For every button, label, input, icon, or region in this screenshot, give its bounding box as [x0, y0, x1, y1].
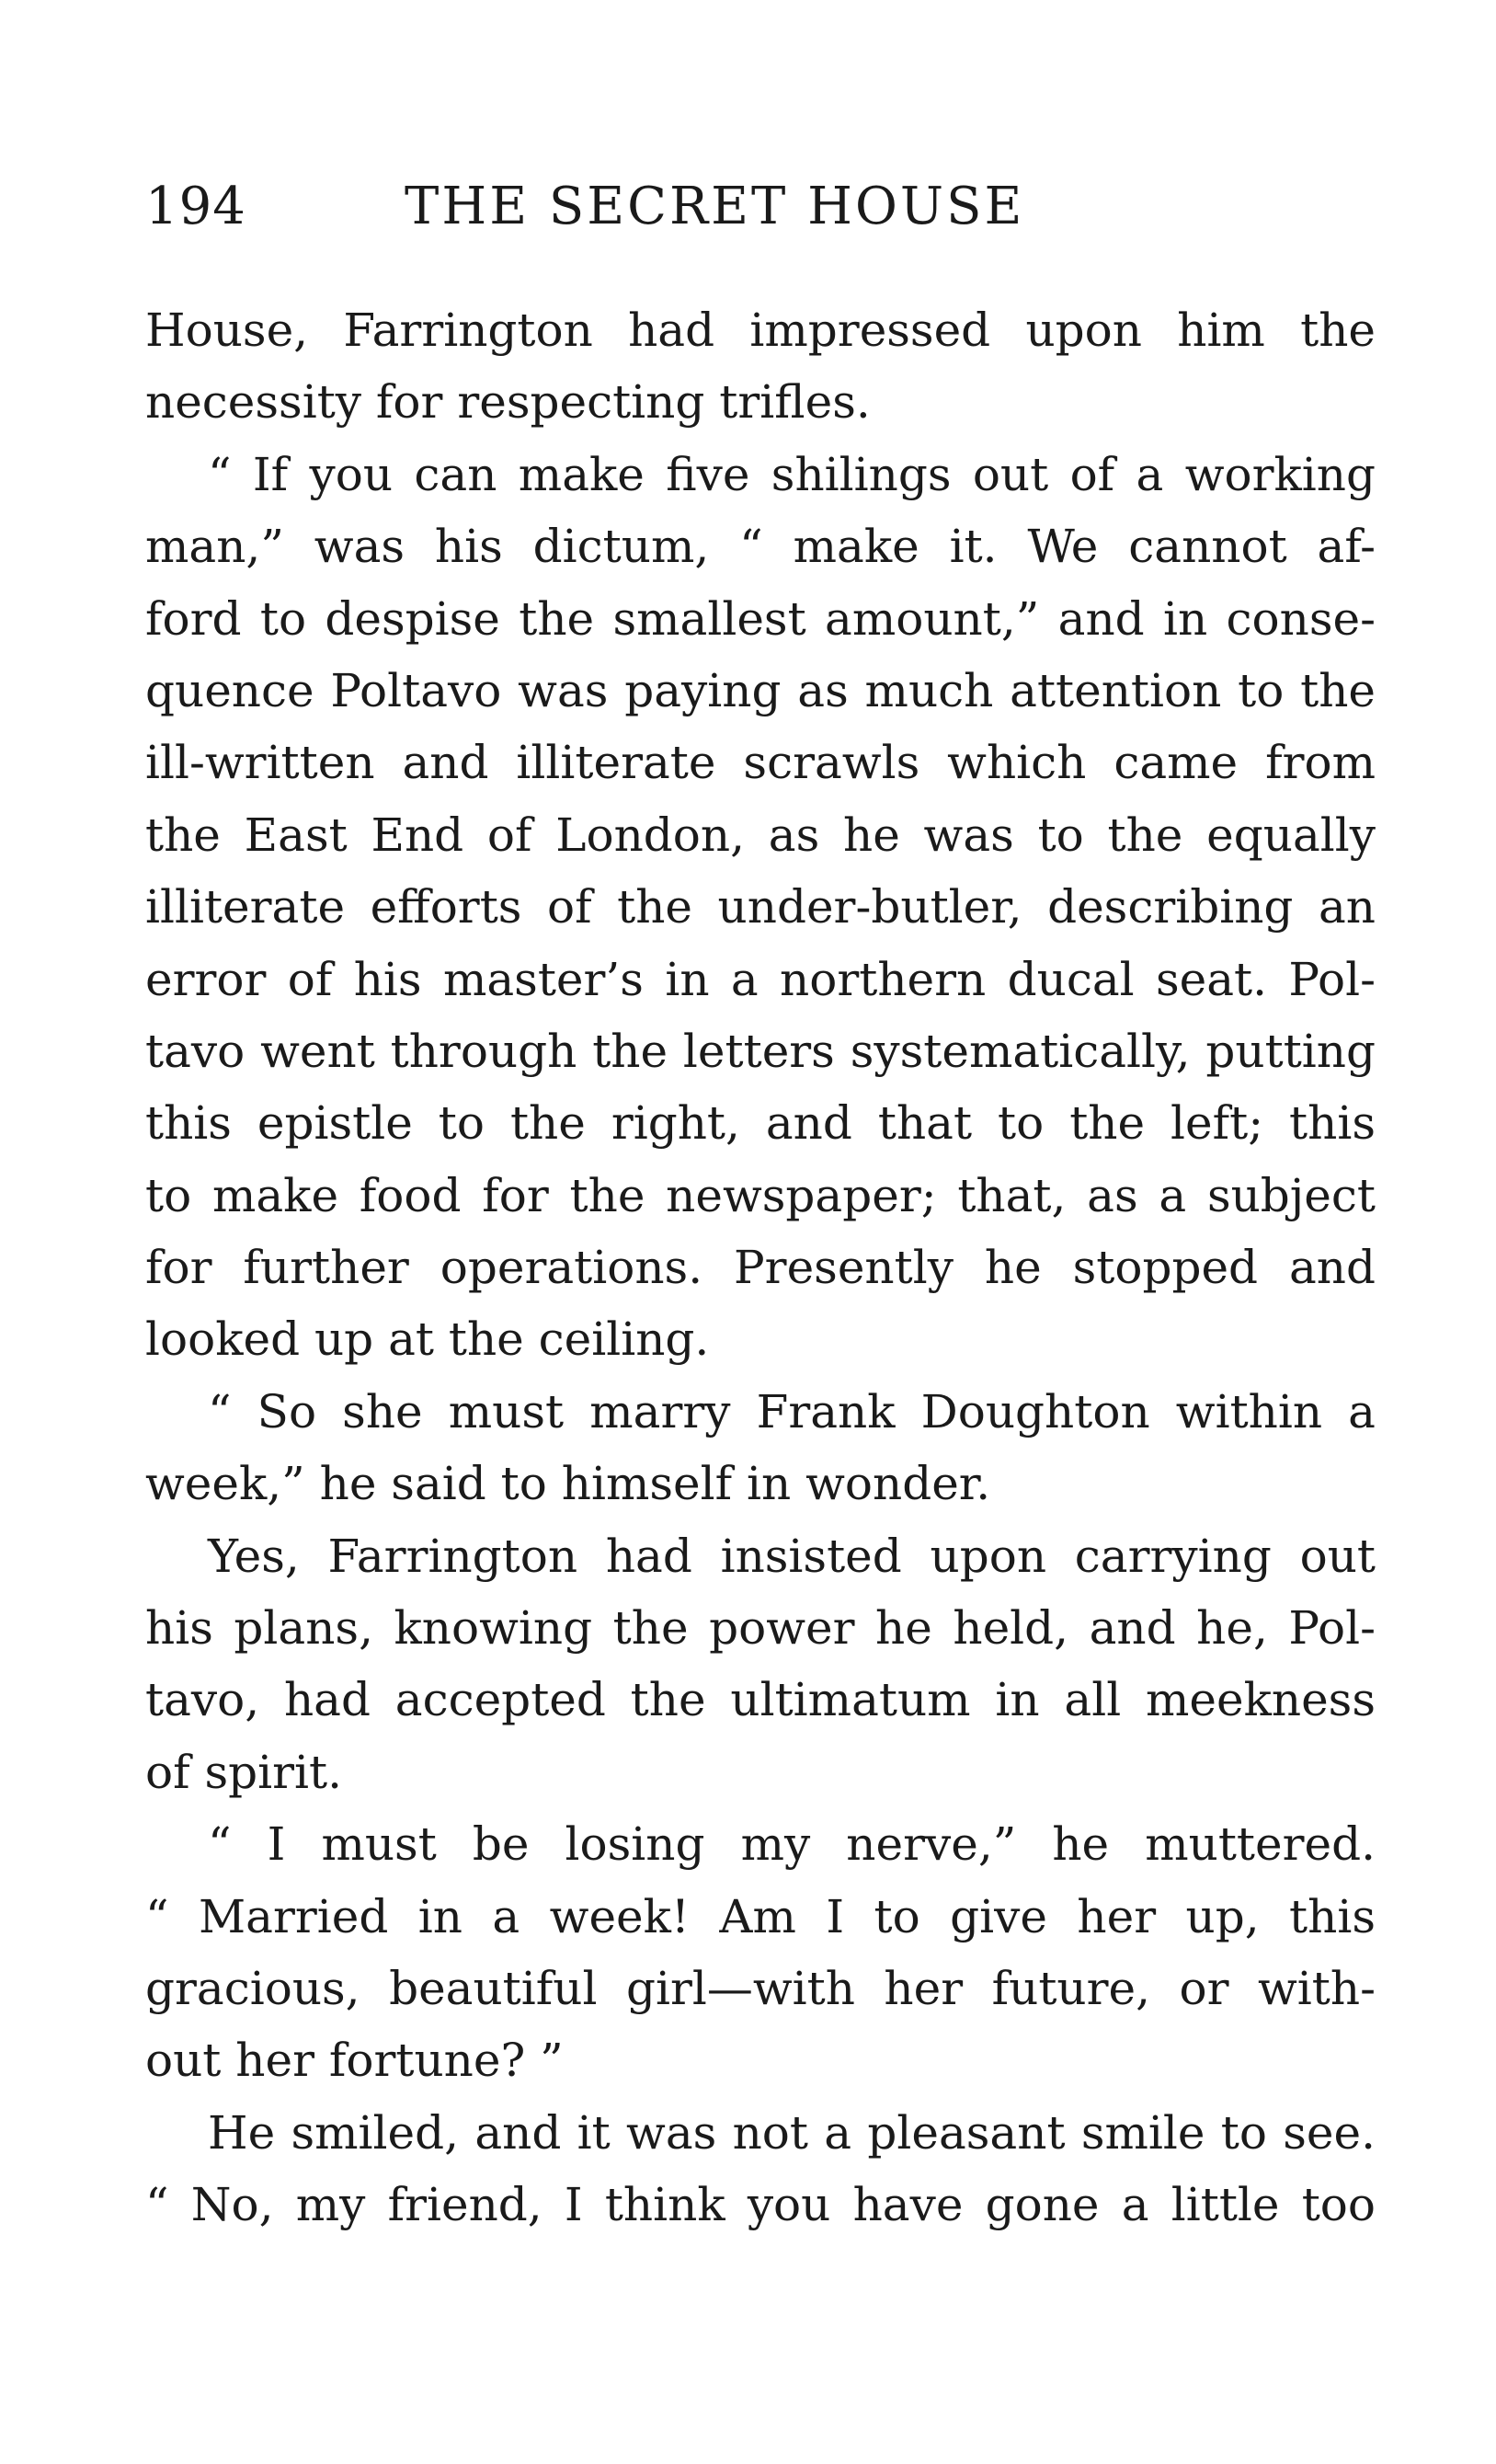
text-line: quence Poltavo was paying as much attention to the — [145, 663, 1376, 717]
text-line: week,” he said to himself in wonder. — [145, 1457, 991, 1511]
running-head: THE SECRET HOUSE — [405, 177, 1025, 236]
text-line: error of his master’s in a northern ducal seat. Pol- — [145, 952, 1376, 1006]
text-line: “ So she must marry Frank Doughton within a — [208, 1384, 1376, 1438]
text-line: “ Married in a week! Am I to give her up, this — [145, 1889, 1376, 1943]
text-line: House, Farrington had impressed upon him the — [145, 304, 1376, 357]
text-line: the East End of London, as he was to the equally — [145, 808, 1376, 862]
body-text — [145, 294, 1376, 2241]
text-line: tavo went through the letters systematically, putting — [145, 1024, 1376, 1078]
page-number: 194 — [145, 177, 246, 236]
text-line: Yes, Farrington had insisted upon carrying out — [208, 1529, 1376, 1583]
text-line: He smiled, and it was not a pleasant smile to see. — [208, 2105, 1376, 2160]
text-line: “ No, my friend, I think you have gone a little too — [145, 2178, 1376, 2232]
text-line: ill-written and illiterate scrawls which came from — [145, 736, 1376, 790]
text-line: illiterate efforts of the under-butler, describing an — [145, 880, 1376, 934]
text-line: man,” was his dictum, “ make it. We cannot af- — [145, 520, 1376, 574]
text-line: “ If you can make five shilings out of a working — [208, 447, 1376, 501]
text-line: this epistle to the right, and that to the left; this — [145, 1096, 1376, 1151]
text-line: out her fortune? ” — [145, 2034, 564, 2088]
text-line: tavo, had accepted the ultimatum in all meekness — [145, 1673, 1376, 1727]
text-line: looked up at the ceiling. — [145, 1312, 710, 1367]
text-line: necessity for respecting trifles. — [145, 375, 871, 430]
page-header — [145, 170, 1379, 244]
text-line: ford to despise the smallest amount,” and in conse- — [145, 591, 1376, 646]
text-line: to make food for the newspaper; that, as a subject — [145, 1168, 1376, 1222]
text-line: his plans, knowing the power he held, and he, Pol- — [145, 1601, 1376, 1656]
text-line: of spirit. — [145, 1745, 343, 1799]
text-line: “ I must be losing my nerve,” he muttered. — [208, 1817, 1376, 1872]
text-line: gracious, beautiful girl—with her future, or with- — [145, 1961, 1376, 2015]
text-line: for further operations. Presently he stopped and — [145, 1241, 1376, 1295]
